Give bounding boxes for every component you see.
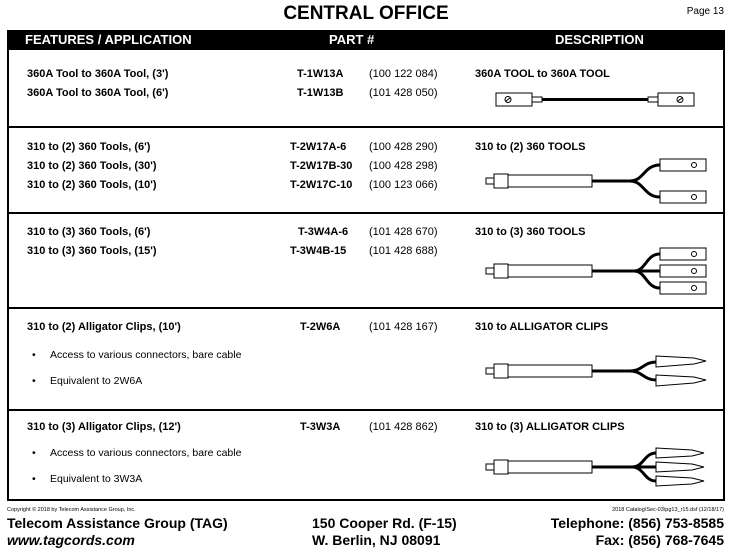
section-divider	[7, 409, 725, 411]
part-code: (101 428 670)	[369, 226, 438, 238]
section-divider	[7, 126, 725, 128]
page-title: CENTRAL OFFICE	[283, 3, 449, 24]
feature-text: 310 to (3) 360 Tools, (6')	[27, 226, 151, 238]
cable-360a-to-360a-drawing	[490, 88, 710, 112]
feature-text: 310 to (2) 360 Tools, (30')	[27, 160, 157, 172]
company-name: Telecom Assistance Group (TAG)	[7, 515, 228, 531]
part-number: T-2W6A	[300, 321, 341, 333]
part-code: (101 428 050)	[369, 87, 438, 99]
description-label: 310 to (2) 360 TOOLS	[475, 141, 586, 153]
part-code: (100 428 290)	[369, 141, 438, 153]
feature-text: 360A Tool to 360A Tool, (3')	[27, 68, 169, 80]
description-label: 360A TOOL to 360A TOOL	[475, 68, 610, 80]
part-code: (100 122 084)	[369, 68, 438, 80]
bullet-item: • Access to various connectors, bare cable	[32, 349, 241, 361]
feature-text: 310 to (2) 360 Tools, (10')	[27, 179, 157, 191]
address-line-1: 150 Cooper Rd. (F-15)	[312, 515, 457, 531]
section-divider	[7, 212, 725, 214]
part-number: T-3W4B-15	[290, 245, 347, 257]
section-divider	[7, 307, 725, 309]
feature-text: 360A Tool to 360A Tool, (6')	[27, 87, 169, 99]
catalog-reference: 2018 Catalog\Sec-03\pg13_r15.dsf (12/18/17)	[612, 507, 724, 513]
cable-310-to-3-alligator-drawing	[484, 445, 714, 493]
part-number: T-2W17B-30	[290, 160, 353, 172]
description-label: 310 to ALLIGATOR CLIPS	[475, 321, 609, 333]
bullet-item: • Equivalent to 2W6A	[32, 375, 142, 387]
description-label: 310 to (3) ALLIGATOR CLIPS	[475, 421, 625, 433]
fax-number: Fax: (856) 768-7645	[595, 532, 724, 548]
part-number: T-2W17A-6	[290, 141, 347, 153]
cable-310-to-3-360-drawing	[484, 246, 714, 300]
cable-310-to-2-alligator-drawing	[484, 352, 714, 392]
header-part: PART #	[329, 32, 375, 47]
website-link[interactable]: www.tagcords.com	[7, 532, 135, 548]
bullet-item: • Access to various connectors, bare cable	[32, 447, 241, 459]
feature-text: 310 to (3) Alligator Clips, (12')	[27, 421, 181, 433]
part-number: T-3W4A-6	[298, 226, 349, 238]
copyright-text: Copyright © 2018 by Telecom Assistance Group, Inc.	[7, 507, 136, 513]
part-code: (101 428 862)	[369, 421, 438, 433]
part-number: T-1W13A	[297, 68, 344, 80]
page-number: Page 13	[686, 6, 724, 17]
part-code: (100 428 298)	[369, 160, 438, 172]
bullet-item: • Equivalent to 3W3A	[32, 473, 142, 485]
part-number: T-3W3A	[300, 421, 341, 433]
feature-text: 310 to (2) 360 Tools, (6')	[27, 141, 151, 153]
header-features: FEATURES / APPLICATION	[25, 32, 192, 47]
part-number: T-2W17C-10	[290, 179, 353, 191]
header-description: DESCRIPTION	[555, 32, 644, 47]
feature-text: 310 to (2) Alligator Clips, (10')	[27, 321, 181, 333]
cable-310-to-2-360-drawing	[484, 156, 714, 208]
feature-text: 310 to (3) 360 Tools, (15')	[27, 245, 157, 257]
telephone-number: Telephone: (856) 753-8585	[550, 515, 724, 531]
part-code: (101 428 688)	[369, 245, 438, 257]
description-label: 310 to (3) 360 TOOLS	[475, 226, 586, 238]
part-code: (101 428 167)	[369, 321, 438, 333]
part-number: T-1W13B	[297, 87, 344, 99]
table-header	[7, 30, 725, 50]
part-code: (100 123 066)	[369, 179, 438, 191]
address-line-2: W. Berlin, NJ 08091	[312, 532, 441, 548]
